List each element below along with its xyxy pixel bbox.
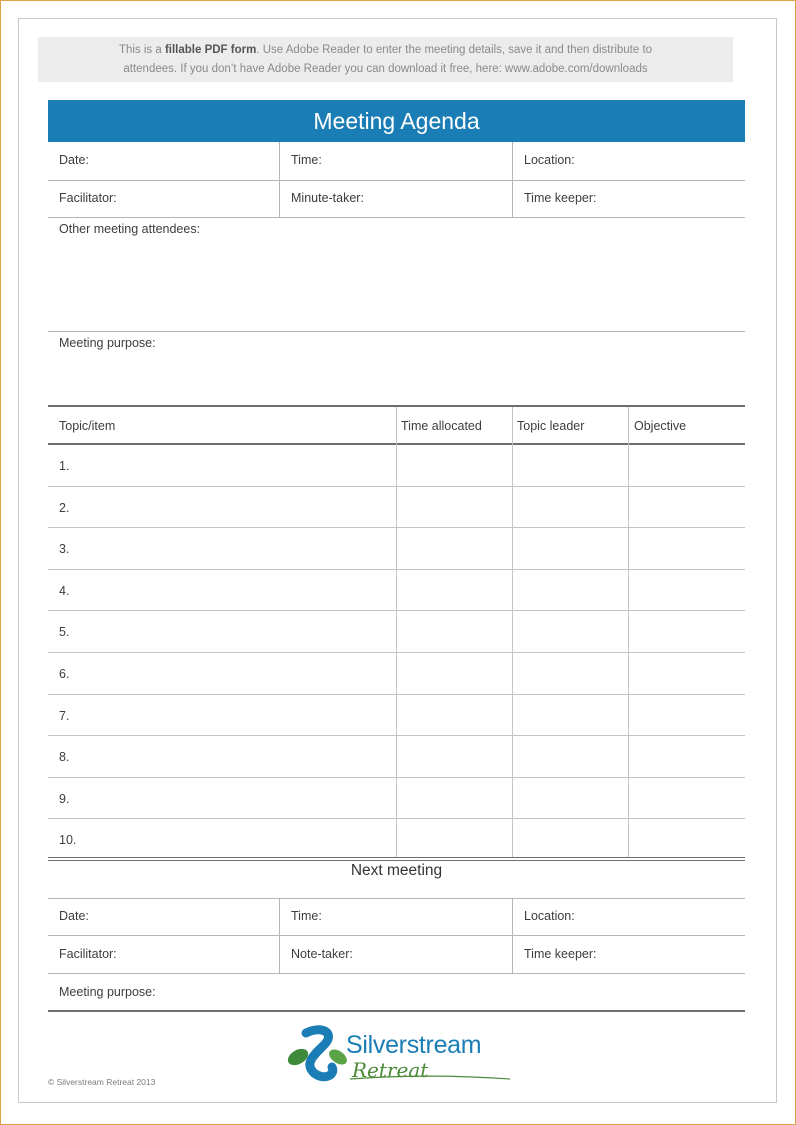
attendees-label: Other meeting attendees:	[59, 222, 201, 236]
col-divider-2	[512, 407, 513, 857]
header-objective: Objective	[634, 419, 687, 433]
next-purpose-label: Meeting purpose:	[59, 985, 156, 999]
header-topic: Topic/item	[59, 419, 116, 433]
next-facilitator-label: Facilitator:	[59, 947, 117, 961]
copyright-footer: © Silverstream Retreat 2013	[48, 1077, 156, 1087]
date-field[interactable]	[48, 142, 280, 180]
fillable-notice	[38, 37, 733, 82]
logo-script: Retreat	[352, 1058, 429, 1082]
next-time-keeper-label: Time keeper:	[524, 947, 597, 961]
col-divider-3	[628, 407, 629, 857]
purpose-label: Meeting purpose:	[59, 336, 156, 350]
notice-bold: fillable PDF form	[164, 44, 257, 56]
agenda-row-number: 9.	[59, 791, 70, 806]
agenda-row-number: 8.	[59, 750, 70, 765]
notice-text-2: . Use Adobe Reader to enter the meeting details, save it and then distribute to	[256, 44, 653, 56]
swan-head	[307, 1029, 313, 1035]
agenda-row-number: 3.	[59, 542, 70, 557]
facilitator-label: Facilitator:	[59, 191, 117, 205]
swan-body	[306, 1030, 333, 1077]
agenda-row-number: 6.	[59, 667, 70, 681]
next-time-label: Time:	[291, 909, 322, 923]
agenda-row-number: 5.	[59, 625, 70, 640]
frame-left	[0, 0, 1, 1125]
next-note-taker-field[interactable]	[280, 936, 513, 973]
notice-text-1: This is a	[118, 44, 165, 56]
facilitator-field[interactable]	[48, 180, 280, 217]
col-divider-1	[396, 407, 397, 857]
notice-text-3: attendees. If you don’t have Adobe Reader you can download it free, here: www.adobe.com/downloads	[123, 63, 648, 75]
frame-top	[0, 0, 796, 1]
attendees-field[interactable]	[48, 217, 745, 332]
agenda-row-number: 10.	[59, 833, 77, 848]
agenda-bottom-rule-b	[48, 860, 745, 861]
next-meeting-title: Next meeting	[350, 862, 443, 879]
agenda-row-number: 7.	[59, 708, 70, 723]
minute-taker-field[interactable]	[280, 180, 513, 217]
time-keeper-label: Time keeper:	[524, 191, 597, 205]
agenda-row-number: 4.	[59, 583, 70, 598]
next-row-1	[48, 898, 745, 936]
date-label: Date:	[59, 153, 89, 167]
agenda-row-number: 2.	[59, 500, 70, 515]
next-facilitator-field[interactable]	[48, 936, 280, 973]
title-banner: Meeting Agenda	[48, 100, 745, 142]
time-label: Time:	[291, 153, 322, 167]
details-row-2	[48, 180, 745, 218]
time-keeper-field[interactable]	[513, 180, 745, 217]
next-time-field[interactable]	[280, 898, 513, 935]
agenda-row-number: 1.	[59, 459, 70, 473]
next-note-taker-label: Note-taker:	[291, 947, 353, 961]
details-row-1	[48, 142, 745, 181]
location-field[interactable]	[513, 142, 745, 180]
logo-name: Silverstream	[346, 1031, 482, 1059]
next-purpose-field[interactable]	[48, 974, 745, 1012]
next-row-2	[48, 936, 745, 974]
agenda-bottom-rule-a	[48, 857, 745, 858]
next-location-label: Location:	[524, 909, 575, 923]
minute-taker-label: Minute-taker:	[291, 191, 364, 205]
next-time-keeper-field[interactable]	[513, 936, 745, 973]
next-date-label: Date:	[59, 909, 89, 923]
location-label: Location:	[524, 153, 575, 167]
next-date-field[interactable]	[48, 898, 280, 935]
purpose-field[interactable]	[48, 331, 745, 405]
time-field[interactable]	[280, 142, 513, 180]
next-location-field[interactable]	[513, 898, 745, 935]
header-topic-leader: Topic leader	[517, 419, 585, 433]
header-time-allocated: Time allocated	[401, 419, 482, 433]
